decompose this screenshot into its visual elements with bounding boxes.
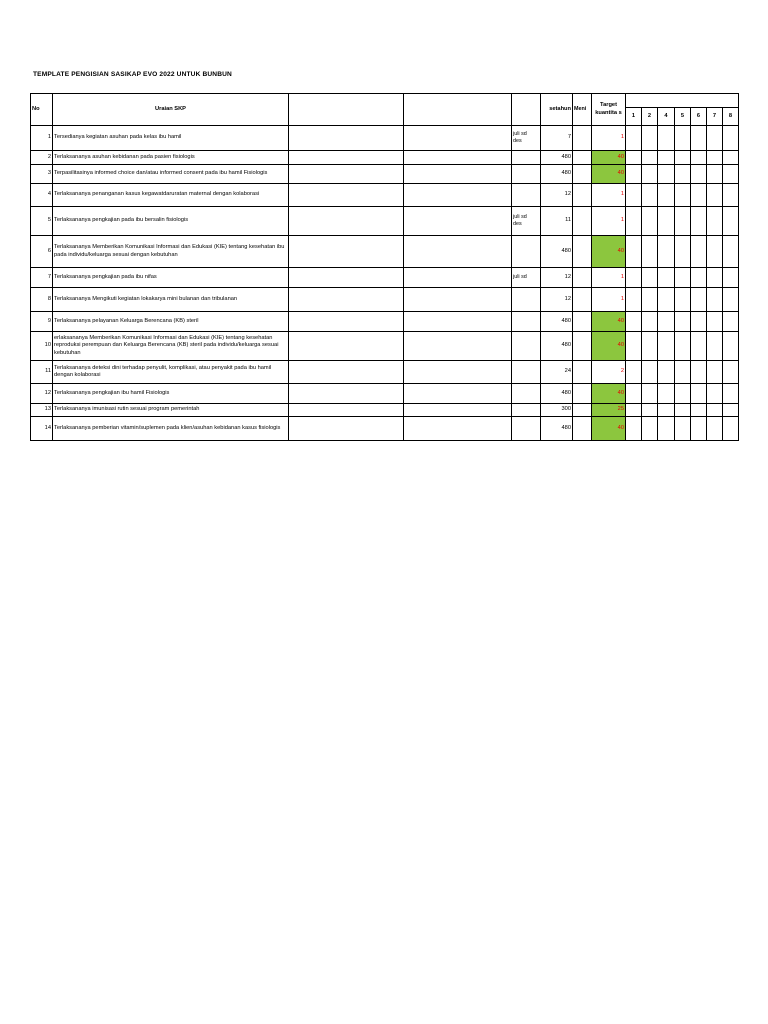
row-uraian: Terlaksananya Memberikan Komunikasi Informasi dan Edukasi (KIE) tentang kesehatan ibu pada individu/keluarga sesuai dengan kebutuhan bbox=[53, 236, 289, 268]
row-month-5 bbox=[675, 288, 691, 312]
row-setahun: 7 bbox=[541, 126, 573, 151]
row-periode bbox=[512, 332, 541, 361]
row-blank-1 bbox=[289, 332, 404, 361]
row-target: 1 bbox=[592, 207, 626, 236]
row-month-4 bbox=[658, 207, 675, 236]
row-month-4 bbox=[658, 361, 675, 384]
table-row bbox=[31, 404, 739, 417]
header-month-8: 8 bbox=[723, 108, 739, 126]
row-month-7 bbox=[707, 268, 723, 288]
row-month-4 bbox=[658, 268, 675, 288]
row-number: 1 bbox=[31, 126, 53, 151]
row-month-5 bbox=[675, 207, 691, 236]
table-row bbox=[31, 288, 739, 312]
table-row bbox=[31, 312, 739, 332]
table-row bbox=[31, 126, 739, 151]
row-month-1 bbox=[626, 151, 642, 165]
row-number: 9 bbox=[31, 312, 53, 332]
row-number: 2 bbox=[31, 151, 53, 165]
row-month-7 bbox=[707, 312, 723, 332]
row-number: 7 bbox=[31, 268, 53, 288]
row-blank-1 bbox=[289, 384, 404, 404]
row-month-8 bbox=[723, 126, 739, 151]
row-month-2 bbox=[642, 236, 658, 268]
row-setahun: 24 bbox=[541, 361, 573, 384]
row-target: 40 bbox=[592, 332, 626, 361]
row-month-4 bbox=[658, 312, 675, 332]
header-month-1: 1 bbox=[626, 108, 642, 126]
header-month-6: 6 bbox=[691, 108, 707, 126]
table-header bbox=[31, 94, 739, 126]
row-blank-2 bbox=[404, 361, 512, 384]
row-month-4 bbox=[658, 332, 675, 361]
header-month-2: 2 bbox=[642, 108, 658, 126]
row-meni bbox=[573, 184, 592, 207]
table-row bbox=[31, 417, 739, 441]
row-meni bbox=[573, 404, 592, 417]
row-uraian: Terlaksananya pengkajian ibu hamil Fisiologis bbox=[53, 384, 289, 404]
row-periode: juli sd des bbox=[512, 126, 541, 151]
row-blank-1 bbox=[289, 417, 404, 441]
row-meni bbox=[573, 312, 592, 332]
row-periode bbox=[512, 288, 541, 312]
header-month-4: 4 bbox=[658, 108, 675, 126]
row-month-1 bbox=[626, 361, 642, 384]
row-month-1 bbox=[626, 126, 642, 151]
row-month-6 bbox=[691, 165, 707, 184]
row-month-5 bbox=[675, 184, 691, 207]
row-month-1 bbox=[626, 184, 642, 207]
row-month-1 bbox=[626, 332, 642, 361]
row-month-1 bbox=[626, 207, 642, 236]
row-target: 25 bbox=[592, 404, 626, 417]
row-month-7 bbox=[707, 384, 723, 404]
row-meni bbox=[573, 384, 592, 404]
row-blank-1 bbox=[289, 312, 404, 332]
row-number: 3 bbox=[31, 165, 53, 184]
row-month-7 bbox=[707, 236, 723, 268]
row-month-6 bbox=[691, 332, 707, 361]
row-month-5 bbox=[675, 151, 691, 165]
row-uraian: Terlaksananya pemberian vitamin/suplemen pada klien/asuhan kebidanan kasus fisiologis bbox=[53, 417, 289, 441]
row-month-2 bbox=[642, 184, 658, 207]
header-no: No bbox=[31, 94, 53, 126]
row-month-7 bbox=[707, 165, 723, 184]
row-month-6 bbox=[691, 268, 707, 288]
row-month-6 bbox=[691, 404, 707, 417]
row-periode bbox=[512, 151, 541, 165]
row-uraian: Terlaksananya asuhan kebidanan pada pasien fisiologis bbox=[53, 151, 289, 165]
row-month-2 bbox=[642, 361, 658, 384]
row-uraian: Terlaksananya penanganan kasus kegawatdaruratan maternal dengan kolaborasi bbox=[53, 184, 289, 207]
row-month-4 bbox=[658, 404, 675, 417]
row-month-6 bbox=[691, 236, 707, 268]
row-month-5 bbox=[675, 417, 691, 441]
row-setahun: 480 bbox=[541, 312, 573, 332]
table-row bbox=[31, 332, 739, 361]
table-row bbox=[31, 151, 739, 165]
row-target: 40 bbox=[592, 417, 626, 441]
row-month-7 bbox=[707, 332, 723, 361]
row-month-2 bbox=[642, 268, 658, 288]
row-month-7 bbox=[707, 288, 723, 312]
row-uraian: Terlaksananya deteksi dini terhadap penyulit, komplikasi, atau penyakit pada ibu hamil dengan kolaborasi bbox=[53, 361, 289, 384]
row-blank-2 bbox=[404, 184, 512, 207]
row-blank-1 bbox=[289, 236, 404, 268]
row-month-7 bbox=[707, 207, 723, 236]
row-blank-2 bbox=[404, 151, 512, 165]
table-row bbox=[31, 361, 739, 384]
row-blank-2 bbox=[404, 207, 512, 236]
row-number: 4 bbox=[31, 184, 53, 207]
row-meni bbox=[573, 332, 592, 361]
row-uraian: erlaksananya Memberikan Komunikasi Informasi dan Edukasi (KIE) tentang kesehatan reproduksi perempuan dan Keluarga Berencana (KB) steril pada individu/keluarga sesuai kebutuhan bbox=[53, 332, 289, 361]
row-uraian: Terpasilitasinya informed choice dan/atau informed consent pada ibu hamil Fisiologis bbox=[53, 165, 289, 184]
row-target: 40 bbox=[592, 312, 626, 332]
row-month-1 bbox=[626, 268, 642, 288]
row-month-8 bbox=[723, 404, 739, 417]
header-setahun: setahun bbox=[541, 94, 573, 126]
document-title: TEMPLATE PENGISIAN SASIKAP EVO 2022 UNTUK BUNBUN bbox=[33, 71, 232, 78]
row-month-7 bbox=[707, 151, 723, 165]
row-month-7 bbox=[707, 417, 723, 441]
row-target: 1 bbox=[592, 126, 626, 151]
row-number: 5 bbox=[31, 207, 53, 236]
table-row bbox=[31, 236, 739, 268]
row-month-1 bbox=[626, 404, 642, 417]
row-month-6 bbox=[691, 384, 707, 404]
row-month-8 bbox=[723, 207, 739, 236]
row-month-4 bbox=[658, 384, 675, 404]
row-month-8 bbox=[723, 332, 739, 361]
row-periode bbox=[512, 236, 541, 268]
row-month-6 bbox=[691, 417, 707, 441]
row-month-1 bbox=[626, 417, 642, 441]
row-uraian: Terlaksananya pelayanan Keluarga Berencana (KB) steril bbox=[53, 312, 289, 332]
row-month-7 bbox=[707, 126, 723, 151]
row-month-7 bbox=[707, 404, 723, 417]
row-month-2 bbox=[642, 165, 658, 184]
row-month-2 bbox=[642, 151, 658, 165]
row-meni bbox=[573, 268, 592, 288]
row-month-7 bbox=[707, 184, 723, 207]
header-uraian: Uraian SKP bbox=[53, 94, 289, 126]
row-month-1 bbox=[626, 384, 642, 404]
row-setahun: 12 bbox=[541, 288, 573, 312]
row-target: 40 bbox=[592, 165, 626, 184]
row-blank-2 bbox=[404, 417, 512, 441]
row-meni bbox=[573, 236, 592, 268]
row-periode bbox=[512, 361, 541, 384]
row-setahun: 480 bbox=[541, 151, 573, 165]
row-blank-1 bbox=[289, 361, 404, 384]
row-month-8 bbox=[723, 361, 739, 384]
row-month-2 bbox=[642, 126, 658, 151]
row-month-4 bbox=[658, 288, 675, 312]
row-number: 11 bbox=[31, 361, 53, 384]
row-setahun: 480 bbox=[541, 165, 573, 184]
row-month-6 bbox=[691, 361, 707, 384]
row-blank-1 bbox=[289, 404, 404, 417]
row-month-8 bbox=[723, 417, 739, 441]
row-uraian: Terlaksananya imunisasi rutin sesuai program pemerintah bbox=[53, 404, 289, 417]
row-blank-1 bbox=[289, 184, 404, 207]
row-month-2 bbox=[642, 288, 658, 312]
row-target: 40 bbox=[592, 236, 626, 268]
row-blank-1 bbox=[289, 151, 404, 165]
row-month-2 bbox=[642, 384, 658, 404]
row-target: 1 bbox=[592, 288, 626, 312]
row-month-6 bbox=[691, 312, 707, 332]
header-month-5: 5 bbox=[675, 108, 691, 126]
header-target: Target kuantita s bbox=[592, 94, 626, 126]
table-row bbox=[31, 165, 739, 184]
row-month-5 bbox=[675, 332, 691, 361]
row-month-8 bbox=[723, 165, 739, 184]
skp-table bbox=[30, 93, 739, 441]
row-meni bbox=[573, 207, 592, 236]
header-meni: Meni bbox=[573, 94, 592, 126]
row-periode bbox=[512, 165, 541, 184]
row-month-6 bbox=[691, 207, 707, 236]
row-periode bbox=[512, 404, 541, 417]
row-month-5 bbox=[675, 126, 691, 151]
row-blank-2 bbox=[404, 288, 512, 312]
row-uraian: Terlaksananya pengkajian pada ibu nifas bbox=[53, 268, 289, 288]
row-month-5 bbox=[675, 236, 691, 268]
row-blank-2 bbox=[404, 268, 512, 288]
table-row bbox=[31, 184, 739, 207]
row-number: 13 bbox=[31, 404, 53, 417]
row-meni bbox=[573, 361, 592, 384]
row-meni bbox=[573, 165, 592, 184]
row-number: 8 bbox=[31, 288, 53, 312]
row-periode bbox=[512, 312, 541, 332]
row-number: 6 bbox=[31, 236, 53, 268]
row-month-2 bbox=[642, 312, 658, 332]
table-row bbox=[31, 268, 739, 288]
row-blank-1 bbox=[289, 268, 404, 288]
row-month-7 bbox=[707, 361, 723, 384]
row-month-6 bbox=[691, 184, 707, 207]
row-month-8 bbox=[723, 268, 739, 288]
row-month-2 bbox=[642, 404, 658, 417]
row-periode: juli sd bbox=[512, 268, 541, 288]
row-periode bbox=[512, 384, 541, 404]
row-month-1 bbox=[626, 236, 642, 268]
row-meni bbox=[573, 417, 592, 441]
header-blank-2 bbox=[404, 94, 512, 126]
row-month-8 bbox=[723, 151, 739, 165]
row-month-8 bbox=[723, 184, 739, 207]
row-target: 2 bbox=[592, 361, 626, 384]
row-month-8 bbox=[723, 384, 739, 404]
row-month-5 bbox=[675, 361, 691, 384]
row-month-1 bbox=[626, 288, 642, 312]
row-month-6 bbox=[691, 151, 707, 165]
row-blank-2 bbox=[404, 384, 512, 404]
row-month-5 bbox=[675, 268, 691, 288]
row-month-4 bbox=[658, 126, 675, 151]
row-month-4 bbox=[658, 417, 675, 441]
table-row bbox=[31, 384, 739, 404]
row-target: 1 bbox=[592, 268, 626, 288]
header-month-7: 7 bbox=[707, 108, 723, 126]
row-uraian: Terlaksananya Mengikuti kegiatan lokakarya mini bulanan dan tribulanan bbox=[53, 288, 289, 312]
row-setahun: 480 bbox=[541, 384, 573, 404]
row-periode: juli sd des bbox=[512, 207, 541, 236]
row-uraian: Tersedianya kegiatan asuhan pada kelas ibu hamil bbox=[53, 126, 289, 151]
row-blank-2 bbox=[404, 312, 512, 332]
row-month-2 bbox=[642, 332, 658, 361]
row-month-8 bbox=[723, 312, 739, 332]
row-month-8 bbox=[723, 236, 739, 268]
row-month-6 bbox=[691, 288, 707, 312]
row-month-5 bbox=[675, 312, 691, 332]
row-blank-2 bbox=[404, 126, 512, 151]
row-setahun: 480 bbox=[541, 417, 573, 441]
row-target: 1 bbox=[592, 184, 626, 207]
row-blank-1 bbox=[289, 288, 404, 312]
header-blank-3 bbox=[512, 94, 541, 126]
row-month-5 bbox=[675, 384, 691, 404]
row-blank-2 bbox=[404, 236, 512, 268]
row-number: 12 bbox=[31, 384, 53, 404]
row-number: 14 bbox=[31, 417, 53, 441]
row-month-2 bbox=[642, 417, 658, 441]
row-meni bbox=[573, 126, 592, 151]
row-month-6 bbox=[691, 126, 707, 151]
row-target: 40 bbox=[592, 151, 626, 165]
row-month-5 bbox=[675, 165, 691, 184]
row-meni bbox=[573, 151, 592, 165]
row-blank-1 bbox=[289, 165, 404, 184]
row-month-4 bbox=[658, 236, 675, 268]
row-number: 10 bbox=[31, 332, 53, 361]
table-body bbox=[31, 126, 739, 441]
row-month-5 bbox=[675, 404, 691, 417]
row-month-4 bbox=[658, 165, 675, 184]
row-setahun: 12 bbox=[541, 184, 573, 207]
table-row bbox=[31, 207, 739, 236]
row-meni bbox=[573, 288, 592, 312]
header-month-group bbox=[626, 94, 739, 108]
row-month-1 bbox=[626, 312, 642, 332]
row-month-1 bbox=[626, 165, 642, 184]
row-setahun: 300 bbox=[541, 404, 573, 417]
row-setahun: 12 bbox=[541, 268, 573, 288]
row-blank-1 bbox=[289, 207, 404, 236]
row-blank-2 bbox=[404, 404, 512, 417]
row-setahun: 480 bbox=[541, 236, 573, 268]
row-setahun: 480 bbox=[541, 332, 573, 361]
row-target: 40 bbox=[592, 384, 626, 404]
row-blank-1 bbox=[289, 126, 404, 151]
row-periode bbox=[512, 417, 541, 441]
row-blank-2 bbox=[404, 165, 512, 184]
row-blank-2 bbox=[404, 332, 512, 361]
header-blank-1 bbox=[289, 94, 404, 126]
row-month-4 bbox=[658, 184, 675, 207]
row-periode bbox=[512, 184, 541, 207]
row-month-2 bbox=[642, 207, 658, 236]
row-setahun: 11 bbox=[541, 207, 573, 236]
row-month-8 bbox=[723, 288, 739, 312]
row-month-4 bbox=[658, 151, 675, 165]
row-uraian: Terlaksananya pengkajian pada ibu bersalin fisiologis bbox=[53, 207, 289, 236]
